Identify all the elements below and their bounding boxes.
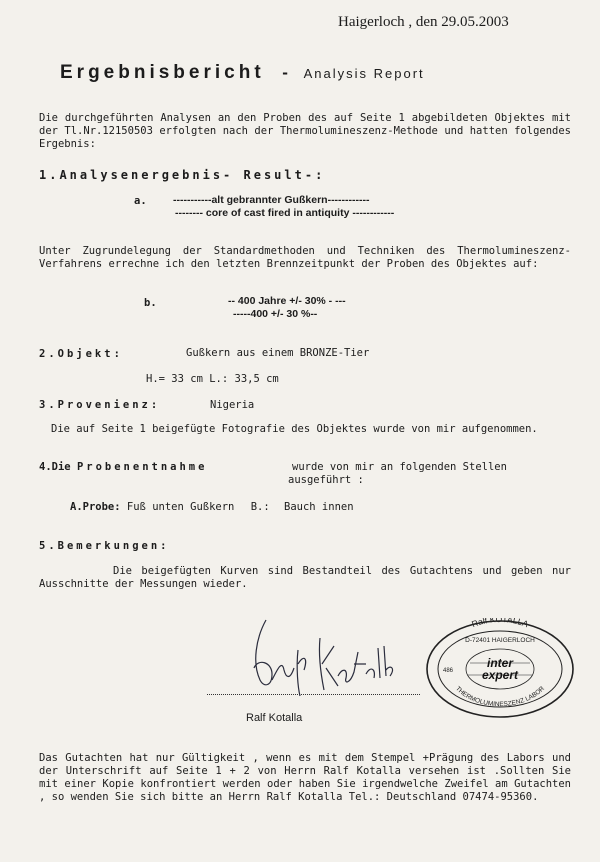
svg-text:THERMOLUMINESZENZ LABOR [454,685,546,708]
section4-b-label: B.: [250,501,270,513]
section4-heading [39,461,207,473]
intro-paragraph: Die durchgeführten Analysen an den Proben des auf Seite 1 abgebildeten Objektes mit der Tl.Nr.12150503 erfolgten nach der Thermolumineszenz-Methode und hatten folgendes Ergebnis: [39,112,571,150]
section2-value: Gußkern aus einem BRONZE-Tier [186,347,370,359]
section4-heading-prefix: 4.Die [39,461,71,473]
section2-dims: H.= 33 cm L.: 33,5 cm [146,373,279,385]
stamp-bottom-text: THERMOLUMINESZENZ LABOR [454,685,546,709]
section3-heading: 3.Provenienz: [39,399,161,411]
section1-b-label: b. [144,297,157,309]
signature-name: Ralf Kotalla [246,712,303,724]
lab-stamp [424,618,576,720]
stamp-graphic [424,618,576,720]
stamp-number: 486 [442,668,454,674]
stamp-address: D-72401 HAIGERLOCH [465,637,535,644]
section1-b-line2: -----400 +/- 30 %-- [233,308,318,320]
section5-body: Die beigefügten Kurven sind Bestandteil des Gutachtens und geben nur Ausschnitte der Messungen wieder. [39,565,571,590]
title-sub: Analysis Report [303,66,425,81]
section1-b-line1: -- 400 Jahre +/- 30% - --- [228,295,346,307]
section4-probes [70,501,354,513]
section1-body: Unter Zugrundelegung der Standardmethoden und Techniken des Thermolumineszenz-Verfahrens errechne ich den letzten Brennzeitpunkt der Proben des Objektes auf: [39,245,571,270]
handwritten-signature [238,608,398,700]
report-title [60,62,425,84]
stamp-logo-line2: expert [481,668,519,682]
footer-note: Das Gutachten hat nur Gültigkeit , wenn es mit dem Stempel +Prägung des Labors und der Unterschrift auf Seite 1 + 2 von Herrn Ralf Kotalla versehen ist .Sollten Sie mit einer Kopie konfrontiert werden oder haben Sie irgendwelche Zweifel am Gutachten , so wenden Sie sich bitte an Herrn Ralf Kotalla Tel.: Deutschland 07474-95360. [39,752,571,803]
section4-b-value: Bauch innen [284,501,354,513]
section4-heading-word: Probenentnahme [76,461,208,473]
section4-text-line1: wurde von mir an folgenden Stellen [292,461,507,473]
section5-heading: 5.Bemerkungen: [39,540,170,552]
section3-body: Die auf Seite 1 beigefügte Fotografie des Objektes wurde von mir aufgenommen. [51,423,538,435]
svg-text:Ralf KOTALLA [470,618,530,629]
section1-a-line2: -------- core of cast fired in antiquity ------------ [175,207,395,219]
section4-a-probe-value: Fuß unten Gußkern [126,501,235,513]
section4-text-line2: ausgeführt : [288,474,364,486]
stamp-logo-line1: inter [486,656,514,670]
title-separator: - [282,63,288,82]
section1-a-line1: -----------alt gebrannter Gußkern------------ [173,194,370,206]
section1-heading: 1.Analysenergebnis- Result-: [39,168,326,182]
place-date: Haigerloch , den 29.05.2003 [338,14,509,30]
stamp-top-text: Ralf KOTALLA [470,618,530,630]
section2-heading: 2.Objekt: [39,348,123,360]
title-main: Ergebnisbericht [60,62,265,83]
section3-value: Nigeria [210,399,255,411]
section1-a-label: a. [134,195,147,207]
section4-a-probe-label: A.Probe: [70,501,121,513]
